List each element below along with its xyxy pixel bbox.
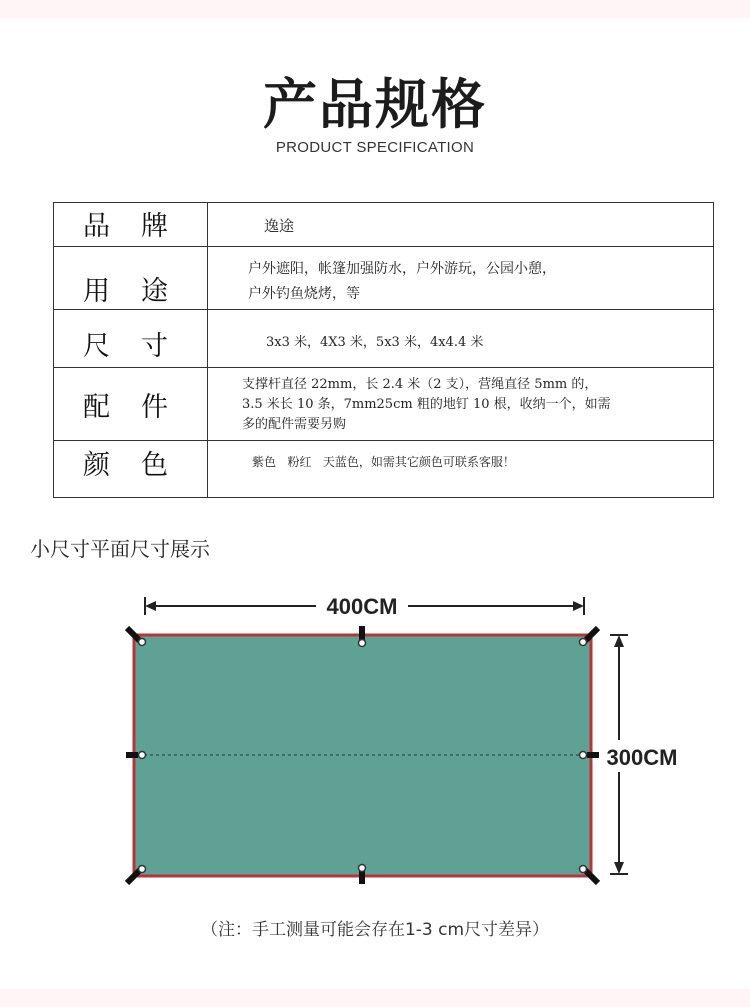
arrow-up-icon [614,635,624,647]
spec-row-use [54,247,713,310]
height-label: 300CM [606,745,678,770]
spec-label-char: 品 [83,211,110,242]
edge-tab [126,752,138,758]
arrow-right-icon [573,601,584,611]
page-title: 产品规格 [263,73,487,136]
spec-value [208,441,713,497]
bottom-band [0,989,750,1007]
spec-value [208,310,713,367]
grommet-icon [359,865,366,872]
spec-value-line: 逸途 [264,217,295,235]
spec-value [208,247,713,309]
grommet-icon [139,866,146,873]
grommet-icon [580,639,587,646]
spec-row-brand [54,203,713,247]
spec-label-char: 寸 [141,331,168,362]
spec-label-char: 途 [141,276,168,307]
spec-row-size [54,310,713,368]
grommet-icon [139,752,146,759]
spec-label [54,441,208,497]
spec-label-char: 尺 [83,331,110,362]
top-band [0,0,750,18]
edge-tab [587,752,599,758]
grommet-icon [139,639,146,646]
edge-tab [359,626,365,640]
spec-value-line: 户外钓鱼烧烤，等 [248,286,360,302]
spec-value-line: 3.5 米长 10 条，7mm25cm 粗的地钉 10 根，收纳一个，如需 [242,397,611,412]
spec-label [54,310,208,367]
arrow-left-icon [145,601,156,611]
arrow-down-icon [614,862,624,874]
measurement-note: （注：手工测量可能会存在1-3 cm尺寸差异） [200,920,550,940]
spec-row-accessories [54,368,713,441]
page-subtitle: PRODUCT SPECIFICATION [275,139,475,156]
spec-label-char: 牌 [141,211,168,242]
section-title: 小尺寸平面尺寸展示 [30,537,210,561]
spec-label [54,203,208,246]
spec-value-line: 支撑杆直径 22mm，长 2.4 米（2 支），营绳直径 5mm 的， [242,377,598,392]
spec-value-line: 户外遮阳，帐篷加强防水，户外游玩，公园小憩， [248,261,556,277]
spec-value-line: 多的配件需要另购 [242,417,347,432]
spec-label-char: 颜 [83,450,110,481]
spec-table [53,202,714,498]
grommet-icon [580,866,587,873]
spec-label [54,247,208,309]
grommet-icon [359,640,366,647]
spec-value [208,368,713,440]
spec-value [208,203,713,246]
spec-label-char: 用 [83,276,110,307]
spec-label-char: 件 [141,392,168,423]
width-label: 400CM [326,594,398,619]
spec-row-color [54,441,713,497]
spec-label [54,368,208,440]
grommet-icon [580,752,587,759]
spec-value-line: 紫色 粉红 天蓝色，如需其它颜色可联系客服！ [252,455,515,469]
spec-label-char: 配 [83,392,110,423]
spec-value-line: 3x3 米，4X3 米，5x3 米，4x4.4 米 [266,335,484,350]
tarp-dimension-diagram [100,590,700,900]
spec-label-char: 色 [141,450,168,481]
